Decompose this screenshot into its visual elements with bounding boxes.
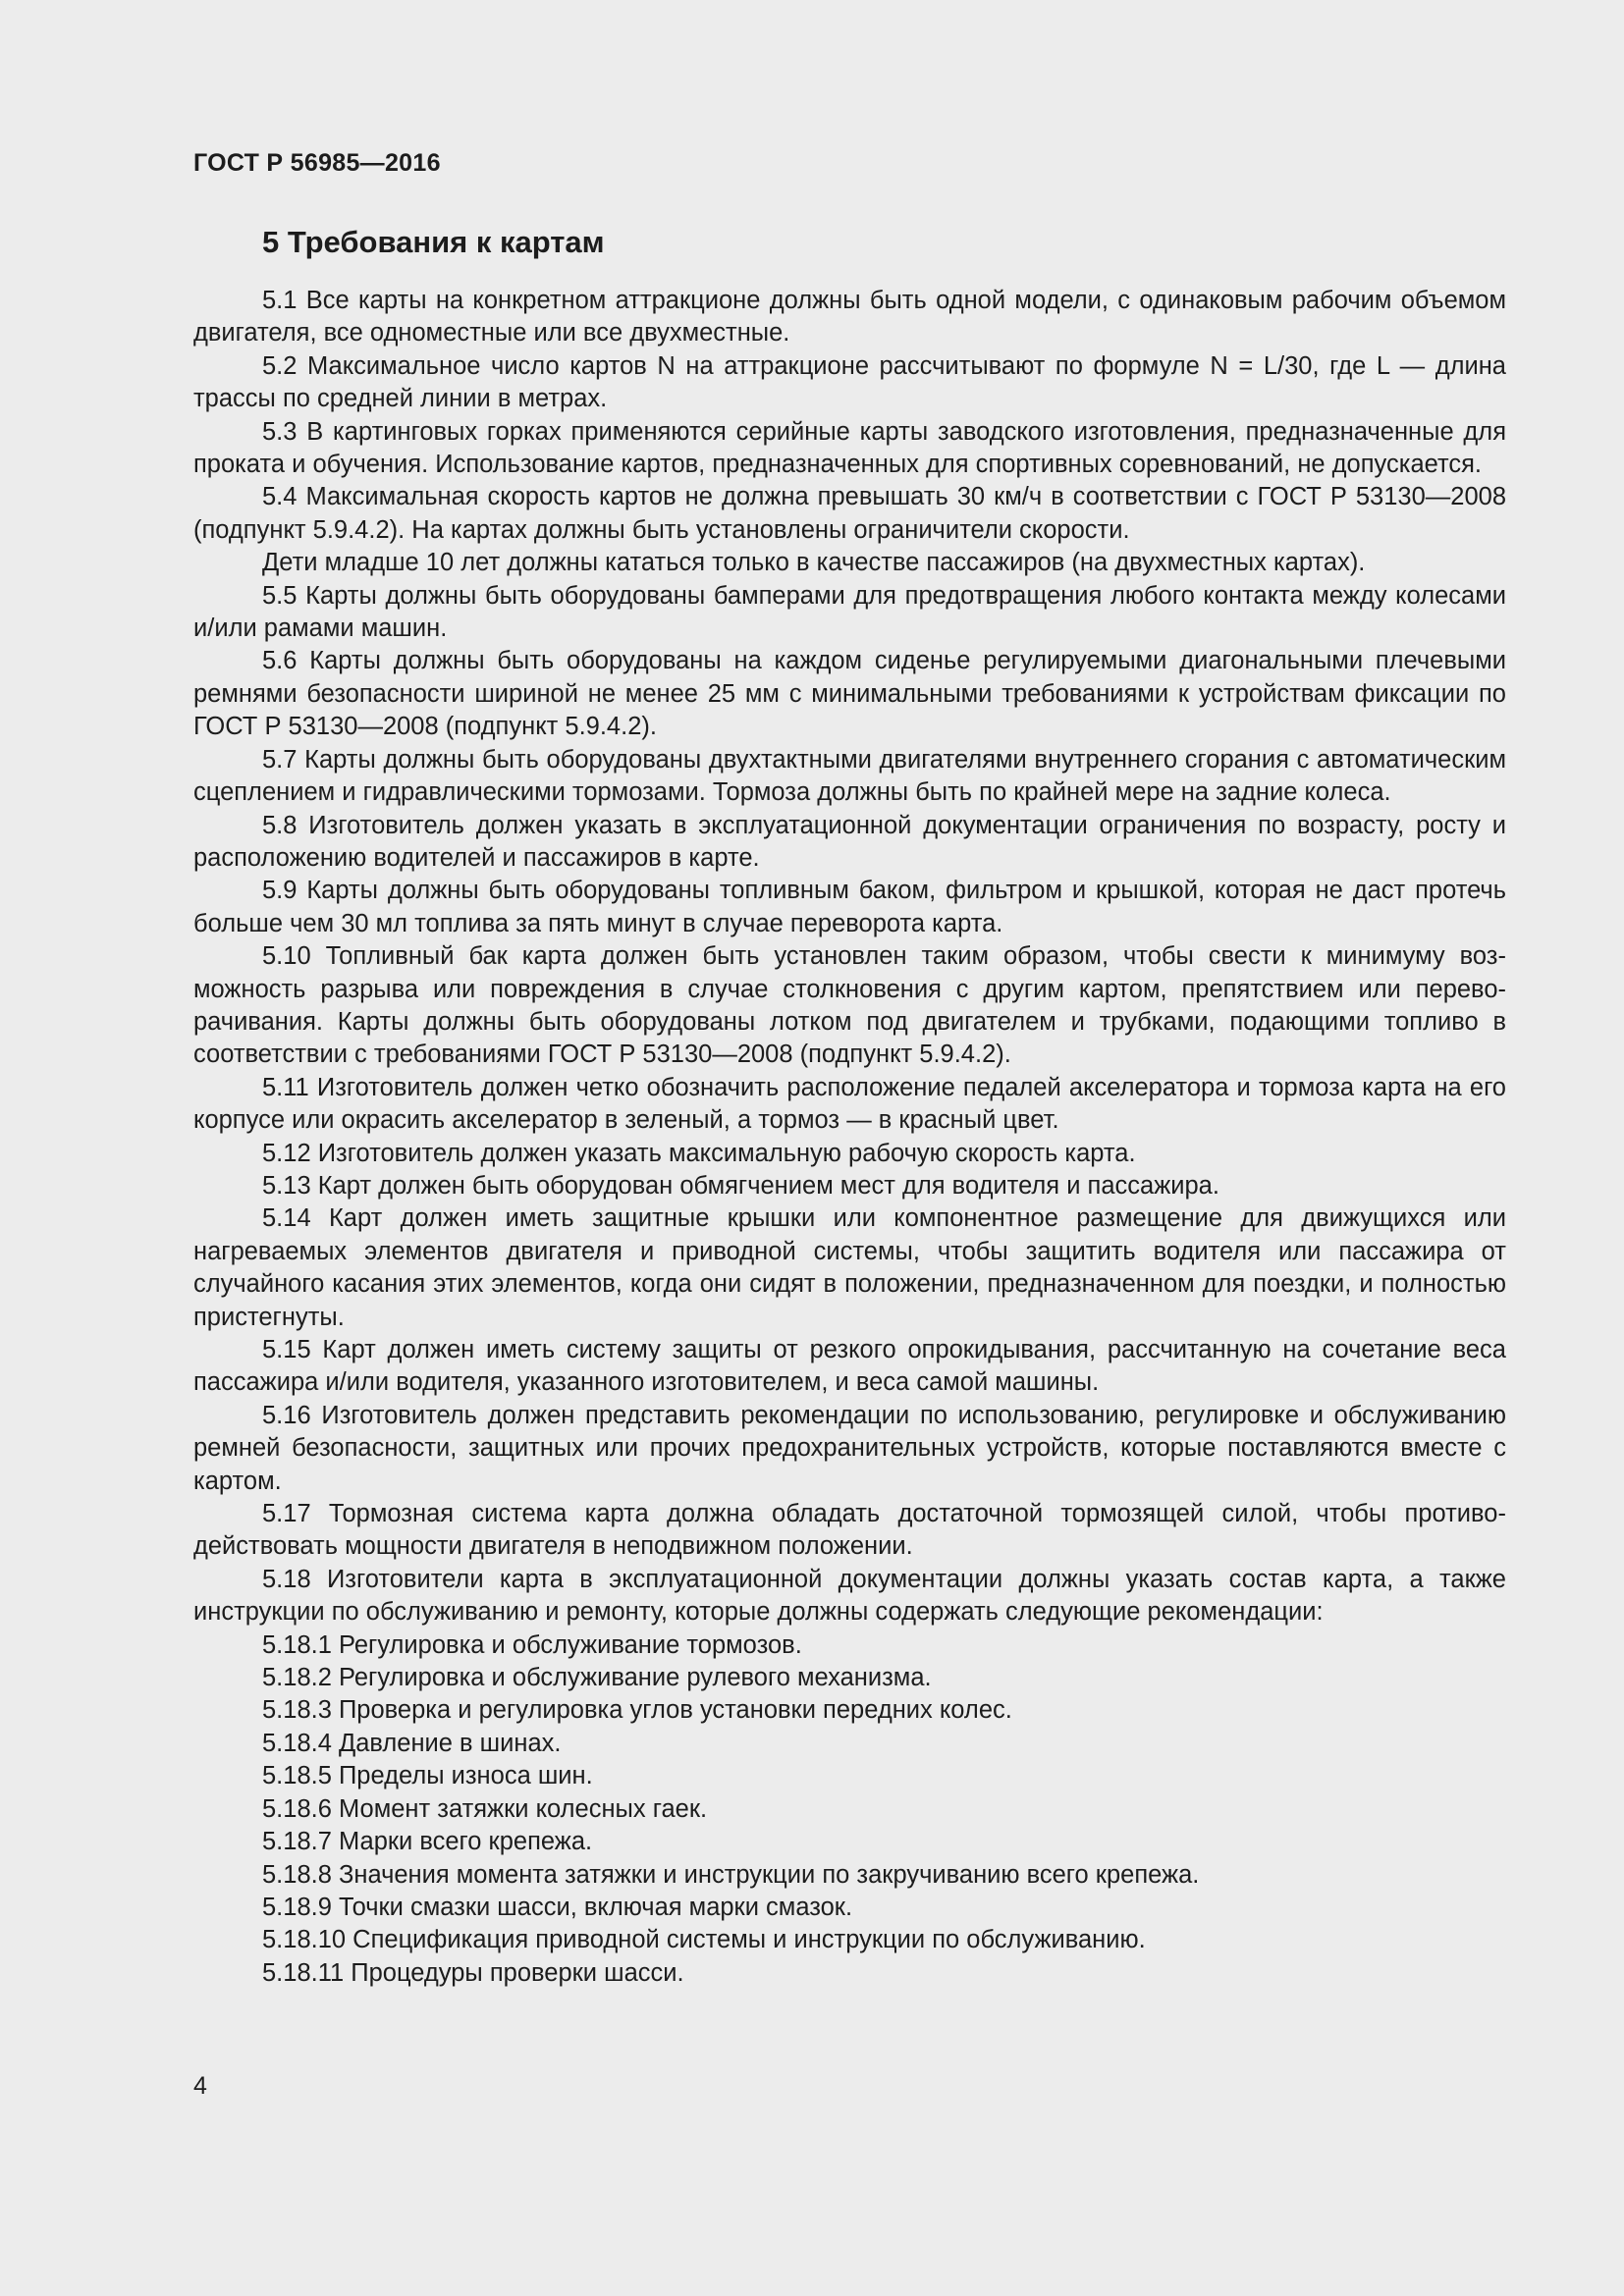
paragraph-5-6: 5.6 Карты должны быть оборудованы на каждом сиденье регулируемыми диагональными плечевыми ремнями безопасности шириной не менее 25 мм с минимальными требованиями к устройствам фиксации по ГОСТ Р 53130—2008 (подпункт 5.9.4.2). bbox=[193, 647, 1506, 741]
paragraph-5-11: 5.11 Изготовитель должен четко обозначить расположение педалей акселератора и тормоза карта на его корпусе или окрасить акселератор в зеленый, а тормоз — в красный цвет. bbox=[193, 1073, 1506, 1135]
section-title: 5 Требования к картам bbox=[262, 225, 605, 259]
paragraph-5-4: 5.4 Максимальная скорость картов не должна превышать 30 км/ч в соответствии с ГОСТ Р 53130—2008 (подпункт 5.9.4.2). На картах должны быть установлены ограничители скорости. bbox=[193, 483, 1506, 544]
paragraph-5-1: 5.1 Все карты на конкретном аттракционе должны быть одной модели, с одинаковым рабочим объемом двигателя, все одноместные или все двухместные. bbox=[193, 287, 1506, 347]
paragraph-5-16: 5.16 Изготовитель должен представить рекомендации по использованию, регулировке и обслуживанию ремней безопасности, защитных или прочих предохранительных устройств, которые поставляются вместе с картом. bbox=[193, 1401, 1506, 1495]
paragraph-5-2: 5.2 Максимальное число картов N на аттракционе рассчитывают по формуле N = L/30, где L — длина трассы по средней линии в метрах. bbox=[193, 351, 1506, 413]
subitem-5-18-5: 5.18.5 Пределы износа шин. bbox=[262, 1762, 593, 1790]
paragraph-5-14: 5.14 Карт должен иметь защитные крышки или компонентное размещение для движущихся или нагреваемых элементов двигателя и приводной системы, чтобы защитить водителя или пассажира от случайного касания этих элементов, когда они сидят в положении, предназначенном для поездки, и полностью пристегнуты. bbox=[193, 1204, 1506, 1331]
paragraph-5-4-children: Дети младше 10 лет должны кататься только в качестве пассажиров (на двухместных картах). bbox=[262, 549, 1366, 577]
paragraph-5-9: 5.9 Карты должны быть оборудованы топливным баком, фильтром и крышкой, которая не даст протечь больше чем 30 мл топлива за пять минут в случае переворота карта. bbox=[193, 877, 1506, 937]
paragraph-5-3: 5.3 В картинговых горках применяются серийные карты заводского изготовления, предназначенные для проката и обучения. Использование картов, предназначенных для спортивных соревнований, не допускается. bbox=[193, 417, 1506, 479]
subitem-5-18-6: 5.18.6 Момент затяжки колесных гаек. bbox=[262, 1794, 708, 1823]
paragraph-5-7: 5.7 Карты должны быть оборудованы двухтактными двигателями внутреннего сгорания с автоматическим сцеплением и гидравлическими тормозами. Тормоза должны быть по крайней мере на задние колеса. bbox=[193, 745, 1506, 807]
subitem-5-18-11: 5.18.11 Процедуры проверки шасси. bbox=[262, 1958, 684, 1987]
subitem-5-18-3: 5.18.3 Проверка и регулировка углов установки передних колес. bbox=[262, 1696, 1012, 1725]
paragraph-5-15: 5.15 Карт должен иметь систему защиты от резкого опрокидывания, рассчитанную на сочетание веса пассажира и/или водителя, указанного изготовителем, и веса самой машины. bbox=[193, 1336, 1506, 1397]
paragraph-5-10: 5.10 Топливный бак карта должен быть установлен таким образом, чтобы свести к минимуму возможность разрыва или повреждения в случае столкновения с другим картом, препятствием или переворачивания. Карты должны быть оборудованы лотком под двигателем и трубками, подающими топливо в соответствии с требованиями ГОСТ Р 53130—2008 (подпункт 5.9.4.2). bbox=[193, 942, 1506, 1069]
subitem-5-18-4: 5.18.4 Давление в шинах. bbox=[262, 1729, 562, 1757]
paragraph-5-18: 5.18 Изготовители карта в эксплуатационной документации должны указать состав карта, а также инструкции по обслуживанию и ремонту, которые должны содержать следующие рекомендации: bbox=[193, 1565, 1506, 1627]
subitem-5-18-10: 5.18.10 Спецификация приводной системы и инструкции по обслуживанию. bbox=[262, 1926, 1146, 1954]
subitem-5-18-9: 5.18.9 Точки смазки шасси, включая марки смазок. bbox=[262, 1893, 853, 1921]
subitem-5-18-1: 5.18.1 Регулировка и обслуживание тормозов. bbox=[262, 1630, 802, 1659]
paragraph-5-5: 5.5 Карты должны быть оборудованы бамперами для предотвращения любого контакта между колесами и/или рамами машин. bbox=[193, 581, 1506, 643]
paragraph-5-17: 5.17 Тормозная система карта должна обладать достаточной тормозящей силой, чтобы противодействовать мощности двигателя в неподвижном положении. bbox=[193, 1500, 1506, 1561]
paragraph-5-8: 5.8 Изготовитель должен указать в эксплуатационной документации ограничения по возрасту, росту и расположению водителей и пассажиров в карте. bbox=[193, 811, 1506, 872]
paragraph-5-12: 5.12 Изготовитель должен указать максимальную рабочую скорость карта. bbox=[262, 1139, 1136, 1167]
subitem-5-18-7: 5.18.7 Марки всего крепежа. bbox=[262, 1828, 593, 1856]
section-body bbox=[193, 285, 1506, 1990]
subitem-5-18-8: 5.18.8 Значения момента затяжки и инструкции по закручиванию всего крепежа. bbox=[262, 1860, 1200, 1889]
paragraph-5-13: 5.13 Карт должен быть оборудован обмягчением мест для водителя и пассажира. bbox=[262, 1171, 1219, 1200]
page-number: 4 bbox=[193, 2072, 207, 2100]
subitem-5-18-2: 5.18.2 Регулировка и обслуживание рулевого механизма. bbox=[262, 1664, 932, 1692]
document-code: ГОСТ Р 56985—2016 bbox=[193, 149, 441, 177]
